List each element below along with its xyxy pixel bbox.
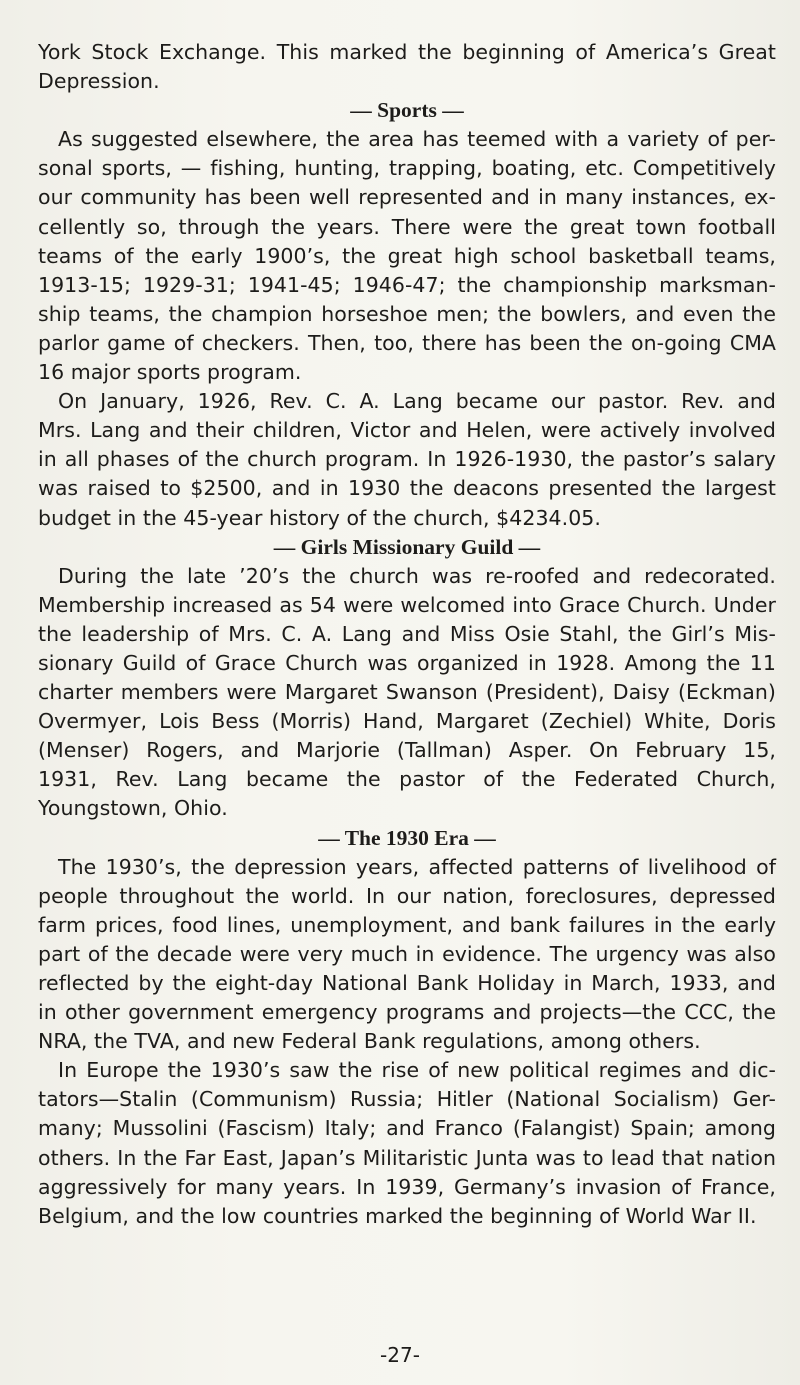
- text-line: Membership increased as 54 were welcomed into Grace Church. Under: [38, 592, 776, 617]
- text-line: The 1930’s, the depression years, affected patterns of livelihood of: [58, 854, 776, 879]
- text-line: charter members were Margaret Swanson (President), Daisy (Eckman): [38, 680, 776, 705]
- text-line: teams of the early 1900’s, the great high school basketball teams,: [38, 243, 776, 268]
- paragraph: [38, 853, 776, 1057]
- paragraph: [38, 38, 776, 96]
- text-line: In Europe the 1930’s saw the rise of new political regimes and dic-: [58, 1058, 776, 1083]
- paragraph: [38, 1056, 776, 1231]
- text-line: tators—Stalin (Communism) Russia; Hitler (National Socialism) Ger-: [38, 1087, 776, 1112]
- text-line: reflected by the eight-day National Bank Holiday in March, 1933, and: [38, 971, 776, 995]
- text-line: Depression.: [38, 69, 160, 94]
- text-line: Overmyer, Lois Bess (Morris) Hand, Margaret (Zechiel) White, Doris: [38, 709, 776, 734]
- text-line: As suggested elsewhere, the area has teemed with a variety of per-: [58, 127, 776, 152]
- text-line: NRA, the TVA, and new Federal Bank regulations, among others.: [38, 1029, 701, 1054]
- paragraph: [38, 562, 776, 824]
- text-line: people throughout the world. In our nation, foreclosures, depressed: [38, 883, 776, 908]
- text-line: 16 major sports program.: [38, 360, 302, 385]
- section-heading: — The 1930 Era —: [318, 825, 496, 850]
- page-body: [38, 38, 776, 1231]
- text-line: sionary Guild of Grace Church was organized in 1928. Among the 11: [38, 650, 776, 675]
- text-line: was raised to $2500, and in 1930 the deacons presented the largest: [38, 476, 776, 501]
- text-line: parlor game of checkers. Then, too, there has been the on-going CMA: [38, 330, 776, 355]
- text-line: many; Mussolini (Fascism) Italy; and Franco (Falangist) Spain; among: [38, 1116, 776, 1141]
- paragraph: [38, 387, 776, 532]
- text-line: Belgium, and the low countries marked the beginning of World War II.: [38, 1203, 757, 1228]
- text-line: part of the decade were very much in evidence. The urgency was also: [38, 941, 776, 966]
- text-line: 1913-15; 1929-31; 1941-45; 1946-47; the championship marksman-: [38, 272, 776, 297]
- text-line: On January, 1926, Rev. C. A. Lang became our pastor. Rev. and: [58, 389, 776, 414]
- text-line: farm prices, food lines, unemployment, and bank failures in the early: [38, 912, 776, 937]
- text-line: York Stock Exchange. This marked the beginning of America’s Great: [38, 40, 776, 64]
- section-heading: — Girls Missionary Guild —: [273, 534, 541, 559]
- text-line: cellently so, through the years. There were the great town football: [38, 214, 776, 239]
- text-line: the leadership of Mrs. C. A. Lang and Miss Osie Stahl, the Girl’s Mis-: [38, 621, 776, 646]
- text-line: Mrs. Lang and their children, Victor and Helen, were actively involved: [38, 418, 776, 443]
- text-line: sonal sports, — fishing, hunting, trapping, boating, etc. Competitively: [38, 156, 776, 181]
- section-heading: — Sports —: [350, 98, 464, 123]
- text-line: in all phases of the church program. In 1926-1930, the pastor’s salary: [38, 447, 776, 472]
- text-line: our community has been well represented and in many instances, ex-: [38, 185, 776, 210]
- text-line: ship teams, the champion horseshoe men; the bowlers, and even the: [38, 301, 776, 326]
- page-number: -27-: [380, 1343, 420, 1367]
- text-line: During the late ’20’s the church was re-roofed and redecorated.: [58, 563, 776, 588]
- text-line: Youngstown, Ohio.: [38, 796, 228, 821]
- paragraph: [38, 125, 776, 387]
- text-line: 1931, Rev. Lang became the pastor of the Federated Church,: [38, 767, 776, 792]
- text-line: (Menser) Rogers, and Marjorie (Tallman) Asper. On February 15,: [38, 738, 776, 763]
- text-line: budget in the 45-year history of the church, $4234.05.: [38, 505, 601, 530]
- text-line: in other government emergency programs and projects—the CCC, the: [38, 1000, 776, 1025]
- text-line: aggressively for many years. In 1939, Germany’s invasion of France,: [38, 1174, 776, 1199]
- text-line: others. In the Far East, Japan’s Militaristic Junta was to lead that nation: [38, 1145, 776, 1170]
